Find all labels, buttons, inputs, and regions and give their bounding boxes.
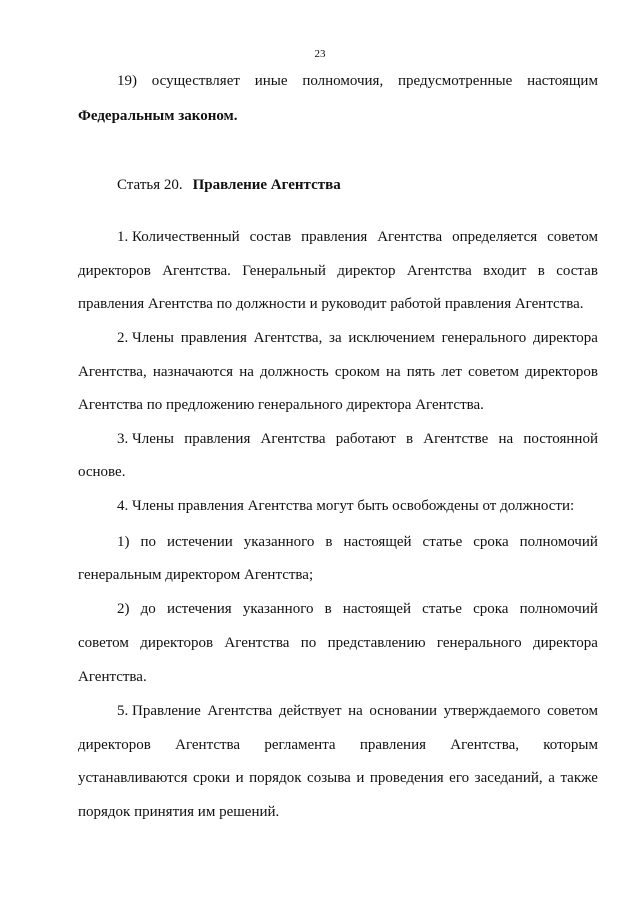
item-19-line-1 [117,72,598,90]
word: за [329,330,342,346]
word: исключением [348,330,435,346]
word: Агентства [207,703,273,719]
p4-sub2-line-1 [117,600,598,618]
word: должность [260,364,329,380]
word: советом [547,229,598,245]
word: 2. Члены [117,330,174,346]
word: советом [547,703,598,719]
word: назначаются [152,364,234,380]
word: утверждаемого [443,703,541,719]
word: Агентства, [253,330,323,346]
p1-line-2 [78,262,598,280]
word: советом [78,635,129,651]
word: иные [254,73,288,89]
word: Агентства [175,737,241,753]
word: представлению [327,635,426,651]
word: правления [359,737,427,753]
word: в [405,431,414,447]
word: и [235,770,244,786]
word: генерального [441,330,527,346]
word: на [498,431,514,447]
word: по [300,635,317,651]
p2-line-2 [78,363,598,381]
word: Агентстве [423,431,489,447]
word: правления [301,229,368,245]
word: 1. Количественный [117,229,240,245]
word: срока [473,534,509,550]
word: 3. Члены [117,431,174,447]
word: Агентства [406,263,472,279]
word: а [548,770,555,786]
word: на [239,364,254,380]
word: Агентства, [78,364,147,380]
word: 5. Правление [117,703,201,719]
word: полномочий [519,534,598,550]
word: Агентства, [450,737,519,753]
word: Генеральный [242,263,326,279]
word: в [324,601,332,617]
word: устанавливаются [78,770,188,786]
word: директоров [525,364,598,380]
word: предусмотренные [398,73,513,89]
word: также [560,770,598,786]
word: директора [533,330,598,346]
p5-line-2 [78,736,598,754]
word: входит [483,263,527,279]
word: осуществляет [151,73,240,89]
word: созыва [307,770,351,786]
p1-line-1 [117,228,598,246]
word: указанного [242,601,314,617]
word: настоящей [343,534,412,550]
p2-line-1 [117,329,598,347]
word: и [356,770,365,786]
item-19-line-2: Федеральным законом. [78,108,238,124]
word: полномочия, [302,73,384,89]
word: на [385,364,401,380]
word: полномочий [519,601,598,617]
word: истечения [166,601,232,617]
word: 2) [117,601,130,617]
article-title: Правление Агентства [192,177,341,193]
word: Агентства. [162,263,231,279]
word: статье [422,601,462,617]
word: до [140,601,156,617]
word: генерального [436,635,522,651]
word: статье [422,534,463,550]
word: директоров [78,263,151,279]
word: которым [543,737,598,753]
word: работают [335,431,396,447]
word: состав [249,229,292,245]
p4-sub1-line-2: генеральным директором Агентства; [78,567,314,583]
word: указанного [243,534,315,550]
word: правления [180,330,247,346]
word: настоящей [342,601,411,617]
word: директоров [140,635,214,651]
p5-line-4: порядок принятия им решений. [78,804,280,820]
word: порядок [249,770,302,786]
word: Агентства [260,431,326,447]
word: действует [278,703,342,719]
word: определяется [452,229,538,245]
p4-line-1: 4. Члены правления Агентства могут быть освобождены от должности: [117,498,575,514]
word: заседаний, [474,770,543,786]
word: состав [556,263,598,279]
word: правления [184,431,251,447]
word: советом [468,364,519,380]
word: директор [337,263,396,279]
p3-line-1 [117,430,598,448]
word: его [449,770,470,786]
p5-line-1 [117,702,598,720]
word: директоров [78,737,151,753]
word: основании [369,703,438,719]
word: регламента [264,737,336,753]
article-heading [117,176,598,194]
word: Агентства [224,635,290,651]
word: директора [533,635,598,651]
p4-sub2-line-2 [78,634,598,652]
word: сроки [193,770,231,786]
p1-line-3: правления Агентства по должности и руководит работой правления Агентства. [78,296,584,312]
p5-line-3 [78,769,598,787]
word: в [325,534,333,550]
word: истечении [167,534,233,550]
word: 1) [117,534,130,550]
p2-line-3: Агентства по предложению генерального директора Агентства. [78,397,484,413]
word: постоянной [523,431,598,447]
p4-sub1-line-1 [117,533,598,551]
word: на [348,703,363,719]
p3-line-2: основе. [78,464,126,480]
word: настоящим [527,73,598,89]
word: сроком [334,364,380,380]
page-number: 23 [314,48,326,60]
p4-sub2-line-3: Агентства. [78,669,147,685]
word: в [537,263,545,279]
word: срока [473,601,509,617]
word: по [140,534,157,550]
word: лет [441,364,462,380]
word: 19) [117,73,137,89]
word: пять [406,364,436,380]
word: Агентства [377,229,443,245]
article-number: Статья 20. [117,177,183,193]
word: проведения [369,770,444,786]
